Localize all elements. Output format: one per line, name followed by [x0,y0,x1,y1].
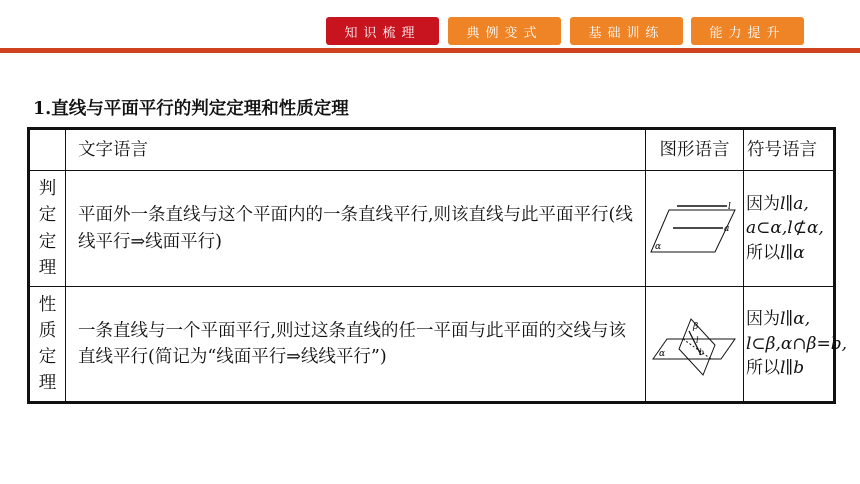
table-row-property [29,287,835,403]
plane-line-parallel-figure-icon [649,194,741,264]
top-navigation [0,0,860,50]
header-empty-cell [29,129,66,171]
svg-text:a: a [723,223,729,234]
row-label-judgment: 判 定 定 理 [29,171,66,287]
table-row-judgment [29,171,835,287]
svg-text:α: α [654,241,661,252]
property-symbols: 因为l∥α, l⊂β,α∩β=b, 所以l∥b [744,287,835,403]
svg-text:b: b [698,348,704,357]
judgment-figure [646,171,744,287]
judgment-text: 平面外一条直线与这个平面内的一条直线平行,则该直线与此平面平行(线线平行⇒线面平行) [66,171,646,287]
judgment-symbols: 因为l∥a, a⊂α,l⊄α, 所以l∥α [744,171,835,287]
svg-text:β: β [692,322,698,332]
theorem-table [27,127,847,404]
tab-knowledge-review[interactable]: 知识梳理 [326,17,439,45]
header-divider [0,48,860,53]
table-header-row [29,129,835,171]
svg-text:α: α [658,349,665,359]
property-figure [646,287,744,403]
svg-text:l: l [695,336,699,345]
svg-text:l: l [727,201,731,212]
property-text: 一条直线与一个平面平行,则过这条直线的任一平面与此平面的交线与该直线平行(简记为“线面平行⇒线线平行”) [66,287,646,403]
tab-basic-training[interactable]: 基础训练 [570,17,683,45]
tab-examples[interactable]: 典例变式 [448,17,561,45]
header-text-language: 文字语言 [66,129,646,171]
intersecting-planes-figure-icon [649,311,741,377]
header-symbol-language: 符号语言 [744,129,835,171]
tab-ability-improvement[interactable]: 能力提升 [691,17,804,45]
row-label-property: 性 质 定 理 [29,287,66,403]
section-title: 1.直线与平面平行的判定定理和性质定理 [33,99,349,119]
header-graphic-language: 图形语言 [646,129,744,171]
